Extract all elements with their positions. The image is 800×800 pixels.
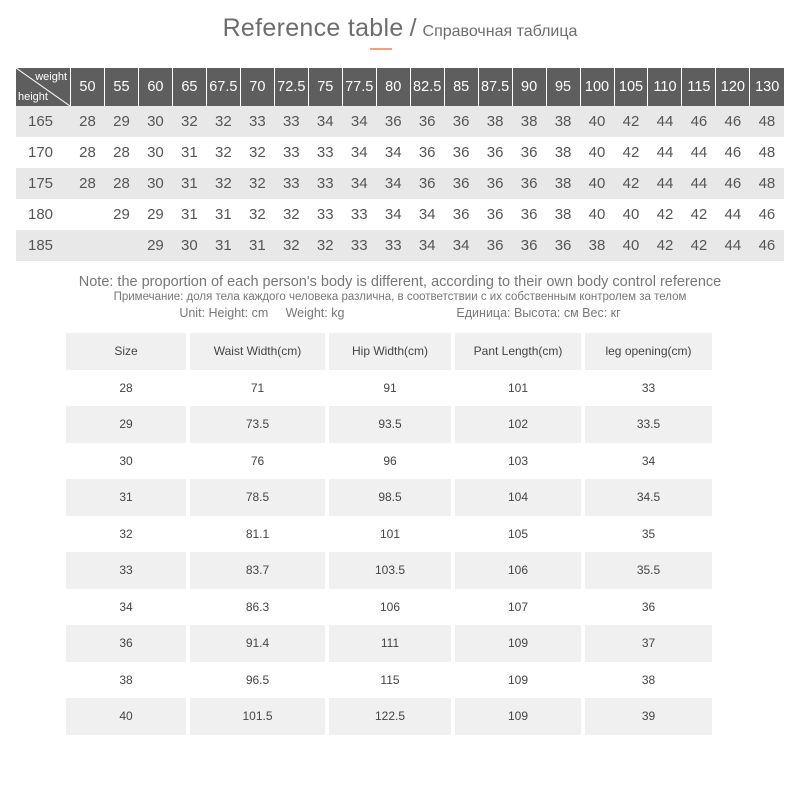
measurement-cell: 109 — [453, 625, 583, 662]
size-cell: 42 — [614, 106, 648, 137]
size-cell: 36 — [410, 168, 444, 199]
measurement-cell: 36 — [641, 599, 656, 614]
measurement-cell: 40 — [66, 698, 188, 735]
measurement-row — [66, 662, 712, 699]
size-cell: 32 — [215, 144, 232, 161]
size-cell: 36 — [512, 168, 546, 199]
measurement-cell: 34 — [641, 453, 656, 468]
size-cell: 44 — [682, 168, 716, 199]
size-cell: 29 — [147, 206, 164, 223]
measurement-cell: 33 — [641, 380, 656, 395]
size-cell: 46 — [716, 106, 750, 137]
size-cell: 36 — [452, 206, 470, 223]
units-note-ru: Единица: Высота: см Вес: кг — [456, 306, 621, 320]
measurement-cell: 107 — [453, 589, 583, 626]
size-cell: 38 — [478, 106, 512, 137]
size-cell: 42 — [622, 144, 640, 161]
measurement-table-body — [66, 333, 712, 735]
size-cell: 44 — [648, 106, 682, 137]
size-cell: 33 — [342, 230, 376, 261]
size-cell: 48 — [758, 144, 776, 161]
weight-header-cell: 90 — [512, 68, 546, 106]
weight-header-cell: 105 — [614, 68, 648, 106]
size-cell: 48 — [750, 168, 784, 199]
size-cell: 31 — [240, 230, 274, 261]
page-title — [0, 14, 800, 43]
weight-header-cell: 60 — [138, 68, 172, 106]
size-cell: 38 — [580, 230, 614, 261]
measurement-header-cell: Waist Width(cm) — [188, 333, 327, 370]
measurement-cell: 102 — [453, 406, 583, 443]
units-note — [0, 306, 800, 320]
weight-header-cell: 72.5 — [274, 68, 308, 106]
measurement-cell: 115 — [327, 662, 453, 699]
measurement-cell: 35 — [641, 526, 656, 541]
size-cell: 28 — [113, 144, 130, 161]
measurement-cell: 78.5 — [188, 479, 327, 516]
size-cell: 40 — [580, 168, 614, 199]
size-cell: 33 — [350, 206, 368, 223]
size-cell: 30 — [138, 106, 172, 137]
size-cell: 30 — [172, 230, 206, 261]
corner-weight-label: weight — [35, 71, 67, 83]
measurement-cell: 34 — [66, 589, 188, 626]
size-cell: 42 — [690, 206, 708, 223]
size-cell: 40 — [614, 230, 648, 261]
size-cell: 34 — [376, 168, 410, 199]
weight-header-cell: 67.5 — [206, 68, 240, 106]
weight-header-cell: 80 — [376, 68, 410, 106]
weight-header-cell: 130 — [750, 68, 784, 106]
measurement-header-row — [66, 333, 712, 370]
measurement-header-cell: Pant Length(cm) — [453, 333, 583, 370]
measurement-cell: 33 — [66, 552, 188, 589]
measurement-cell: 98.5 — [327, 479, 453, 516]
size-cell: 34 — [410, 230, 444, 261]
size-cell: 28 — [104, 168, 138, 199]
measurement-cell: 32 — [66, 516, 188, 553]
size-cell: 40 — [588, 144, 606, 161]
size-cell: 31 — [215, 206, 232, 223]
measurement-cell: 37 — [583, 625, 712, 662]
size-cell: 29 — [104, 106, 138, 137]
measurement-cell: 30 — [66, 443, 188, 480]
measurement-cell: 29 — [66, 406, 188, 443]
size-cell: 34 — [384, 206, 402, 223]
size-cell — [71, 230, 105, 261]
size-cell: 29 — [113, 206, 130, 223]
measurement-cell: 71 — [188, 370, 327, 407]
measurement-cell: 28 — [66, 370, 188, 407]
measurement-cell: 96.5 — [188, 662, 327, 699]
measurement-cell: 81.1 — [188, 516, 327, 553]
weight-header-cell: 82.5 — [410, 68, 444, 106]
size-cell: 36 — [478, 230, 512, 261]
title-english: Reference table — [222, 14, 404, 42]
size-cell: 42 — [656, 206, 674, 223]
measurement-cell: 91 — [327, 370, 453, 407]
measurement-row — [66, 589, 712, 626]
size-cell: 32 — [274, 230, 308, 261]
size-cell: 32 — [240, 168, 274, 199]
measurement-cell: 38 — [641, 672, 656, 687]
size-cell: 36 — [520, 206, 538, 223]
weight-header-cell: 115 — [682, 68, 716, 106]
title-accent-underline — [370, 48, 392, 50]
size-cell: 33 — [316, 144, 334, 161]
size-cell: 33 — [274, 168, 308, 199]
weight-header-cell: 77.5 — [342, 68, 376, 106]
size-chart-header-row — [16, 68, 784, 106]
measurement-row — [66, 443, 712, 480]
measurement-header-cell: leg opening(cm) — [583, 333, 712, 370]
size-cell: 36 — [520, 144, 538, 161]
measurement-cell: 105 — [453, 516, 583, 553]
size-cell: 40 — [580, 106, 614, 137]
size-cell: 36 — [478, 168, 512, 199]
size-cell: 46 — [682, 106, 716, 137]
size-chart-row — [16, 168, 784, 199]
height-cell: 170 — [28, 144, 54, 161]
size-cell: 34 — [444, 230, 478, 261]
size-cell: 36 — [486, 206, 504, 223]
size-cell: 46 — [724, 144, 742, 161]
measurement-cell: 93.5 — [327, 406, 453, 443]
size-cell: 36 — [546, 230, 580, 261]
size-cell: 30 — [147, 144, 164, 161]
measurement-cell: 101.5 — [188, 698, 327, 735]
size-cell: 36 — [486, 144, 504, 161]
measurement-row — [66, 370, 712, 407]
size-cell: 36 — [452, 144, 470, 161]
size-cell: 36 — [418, 144, 436, 161]
measurement-header-cell: Size — [66, 333, 188, 370]
size-cell: 36 — [512, 230, 546, 261]
measurement-row — [66, 625, 712, 662]
size-cell: 34 — [384, 144, 402, 161]
size-cell: 31 — [206, 230, 240, 261]
height-cell: 165 — [16, 106, 71, 137]
weight-header-cell: 100 — [580, 68, 614, 106]
size-cell: 44 — [716, 230, 750, 261]
size-cell: 42 — [648, 230, 682, 261]
measurement-cell: 39 — [583, 698, 712, 735]
size-cell: 40 — [588, 206, 606, 223]
measurement-cell: 111 — [327, 625, 453, 662]
size-cell: 44 — [690, 144, 708, 161]
size-cell: 38 — [546, 168, 580, 199]
size-chart-row — [16, 137, 784, 168]
size-chart-row — [16, 106, 784, 137]
weight-header-cell: 75 — [308, 68, 342, 106]
measurement-row — [66, 479, 712, 516]
size-cell: 42 — [682, 230, 716, 261]
measurement-cell: 31 — [66, 479, 188, 516]
size-cell: 36 — [444, 168, 478, 199]
size-chart-row — [16, 230, 784, 261]
size-cell: 31 — [181, 206, 198, 223]
size-cell: 33 — [240, 106, 274, 137]
size-cell: 44 — [724, 206, 742, 223]
weight-header-cell: 55 — [104, 68, 138, 106]
size-chart-body — [16, 106, 784, 261]
height-cell: 185 — [16, 230, 71, 261]
measurement-cell: 33.5 — [583, 406, 712, 443]
size-cell: 32 — [282, 206, 300, 223]
size-cell: 46 — [716, 168, 750, 199]
size-cell: 34 — [342, 106, 376, 137]
title-russian: Справочная таблица — [422, 23, 578, 40]
size-cell: 33 — [282, 144, 300, 161]
size-cell: 33 — [308, 168, 342, 199]
measurement-cell: 96 — [327, 443, 453, 480]
size-cell: 38 — [546, 106, 580, 137]
weight-header-cell: 85 — [444, 68, 478, 106]
size-cell: 36 — [444, 106, 478, 137]
size-cell: 38 — [512, 106, 546, 137]
size-cell: 29 — [138, 230, 172, 261]
measurement-cell: 83.7 — [188, 552, 327, 589]
size-cell: 33 — [274, 106, 308, 137]
size-cell: 38 — [554, 144, 572, 161]
size-cell: 32 — [206, 106, 240, 137]
weight-header-cell: 87.5 — [478, 68, 512, 106]
body-proportion-note-en: Note: the proportion of each person's body is different, according to their own body control reference — [78, 274, 722, 290]
size-cell: 32 — [248, 144, 266, 161]
measurement-cell: 109 — [453, 698, 583, 735]
measurement-cell: 103 — [453, 443, 583, 480]
weight-header-cell: 110 — [648, 68, 682, 106]
measurement-cell: 38 — [66, 662, 188, 699]
size-cell: 32 — [206, 168, 240, 199]
measurement-cell: 109 — [453, 662, 583, 699]
size-cell: 34 — [308, 106, 342, 137]
size-cell: 32 — [308, 230, 342, 261]
measurement-row — [66, 698, 712, 735]
size-cell: 36 — [376, 106, 410, 137]
measurement-table — [66, 333, 712, 735]
size-cell: 34 — [418, 206, 436, 223]
size-cell: 46 — [750, 230, 784, 261]
size-cell: 28 — [79, 144, 96, 161]
measurement-cell: 103.5 — [327, 552, 453, 589]
units-note-en: Unit: Height: cm Weight: kg — [179, 306, 345, 320]
size-cell: 32 — [248, 206, 266, 223]
measurement-cell: 73.5 — [188, 406, 327, 443]
title-separator: / — [409, 14, 417, 42]
height-cell: 180 — [28, 206, 54, 223]
measurement-header-cell: Hip Width(cm) — [327, 333, 453, 370]
measurement-cell: 104 — [453, 479, 583, 516]
size-cell: 31 — [172, 168, 206, 199]
corner-height-label: height — [18, 91, 48, 103]
size-cell: 48 — [750, 106, 784, 137]
height-cell: 175 — [16, 168, 71, 199]
size-cell — [104, 230, 138, 261]
size-cell: 38 — [554, 206, 572, 223]
weight-header-cell: 95 — [546, 68, 580, 106]
size-cell: 34 — [342, 168, 376, 199]
size-cell: 46 — [758, 206, 776, 223]
measurement-cell: 106 — [453, 552, 583, 589]
measurement-cell: 34.5 — [583, 479, 712, 516]
size-cell: 42 — [614, 168, 648, 199]
measurement-cell: 122.5 — [327, 698, 453, 735]
size-cell: 44 — [648, 168, 682, 199]
size-cell: 33 — [316, 206, 334, 223]
size-cell — [71, 199, 105, 230]
size-cell: 33 — [376, 230, 410, 261]
measurement-row — [66, 516, 712, 553]
weight-header-cell: 70 — [240, 68, 274, 106]
size-cell: 30 — [138, 168, 172, 199]
size-cell: 32 — [172, 106, 206, 137]
measurement-row — [66, 552, 712, 589]
size-chart-row — [16, 199, 784, 230]
measurement-cell: 35.5 — [583, 552, 712, 589]
measurement-cell: 101 — [453, 370, 583, 407]
weight-header-cell: 65 — [172, 68, 206, 106]
measurement-cell: 86.3 — [188, 589, 327, 626]
size-cell: 28 — [71, 168, 105, 199]
measurement-cell: 106 — [327, 589, 453, 626]
measurement-cell: 36 — [66, 625, 188, 662]
size-cell: 31 — [181, 144, 198, 161]
measurement-cell: 91.4 — [188, 625, 327, 662]
body-proportion-note-ru: Примечание: доля тела каждого человека различна, в соответствии с их собственным контролем за телом — [113, 291, 687, 303]
size-chart-corner-cell — [16, 68, 71, 106]
size-cell: 44 — [656, 144, 674, 161]
size-cell: 28 — [71, 106, 105, 137]
size-reference-chart — [16, 68, 784, 261]
weight-header-cell: 50 — [71, 68, 105, 106]
weight-header-cell: 120 — [716, 68, 750, 106]
size-cell: 36 — [410, 106, 444, 137]
measurement-cell: 101 — [327, 516, 453, 553]
size-cell: 34 — [350, 144, 368, 161]
size-cell: 40 — [622, 206, 640, 223]
measurement-row — [66, 406, 712, 443]
measurement-cell: 76 — [188, 443, 327, 480]
